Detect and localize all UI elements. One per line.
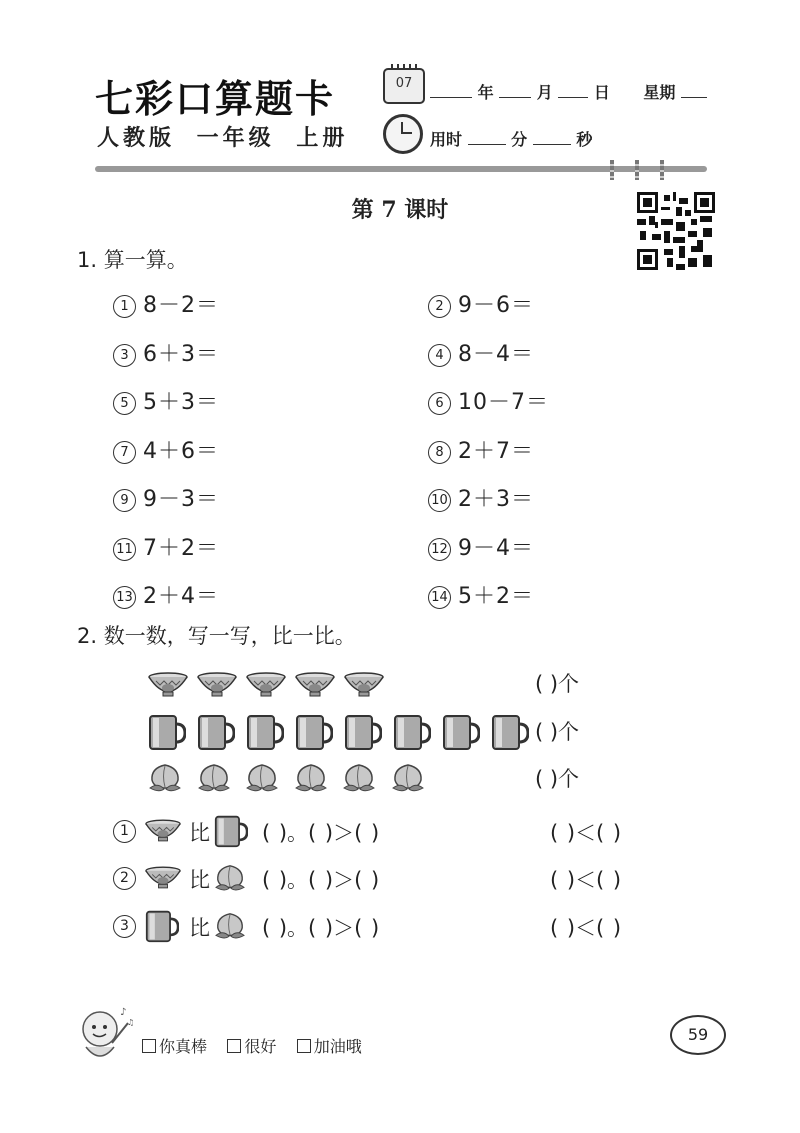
problem-expression: 2＋3＝ (458, 487, 534, 512)
mug-icon (491, 713, 529, 751)
problem-item (113, 579, 219, 610)
checkbox-good[interactable] (227, 1039, 241, 1053)
date-fields (430, 80, 707, 103)
problem-number: 13 (113, 586, 136, 609)
minutes-label: 分 (511, 130, 528, 149)
header-divider (95, 166, 707, 172)
problem-item (428, 385, 549, 416)
comparison-blanks-less[interactable]: ( )＜( ) (550, 916, 622, 940)
problem-number: 4 (428, 344, 451, 367)
problem-number: 9 (113, 489, 136, 512)
problem-expression: 9－3＝ (143, 487, 219, 512)
seconds-label: 秒 (576, 130, 593, 149)
problem-expression: 4＋6＝ (143, 438, 219, 464)
mug-icon (214, 814, 248, 848)
problem-number: 10 (428, 489, 451, 512)
bowl-icon (344, 672, 384, 698)
comparison-blanks-greater[interactable]: ( )。( )＞( ) (262, 916, 380, 940)
problem-item (113, 434, 219, 465)
problem-item (113, 337, 219, 368)
peach-icon (214, 863, 246, 893)
time-fields (430, 127, 592, 150)
problem-number: 5 (113, 392, 136, 415)
mug-icon (246, 713, 284, 751)
problem-expression: 8－4＝ (458, 341, 534, 367)
clock-icon (383, 114, 423, 154)
problem-expression: 6＋3＝ (143, 341, 219, 367)
comparison-blanks-greater[interactable]: ( )。( )＞( ) (262, 868, 380, 892)
comparison-number: 1 (113, 820, 136, 843)
mug-icon (442, 713, 480, 751)
problem-expression: 2＋7＝ (458, 438, 534, 464)
comparison-blanks-greater[interactable]: ( )。( )＞( ) (262, 821, 380, 845)
bowl-icon (145, 866, 181, 890)
compare-word: 比 (189, 868, 210, 892)
problem-number: 8 (428, 441, 451, 464)
compare-word: 比 (189, 916, 210, 940)
problem-number: 12 (428, 538, 451, 561)
comparison-blanks-less[interactable]: ( )＜( ) (550, 821, 622, 845)
logo-title: 七彩口算题卡 (95, 76, 336, 121)
comparison-number: 3 (113, 915, 136, 938)
option-keep-going: 加油哦 (313, 1037, 362, 1056)
qr-code (637, 192, 715, 270)
comparison-number: 2 (113, 867, 136, 890)
mug-icon (148, 713, 186, 751)
checkbox-keep-going[interactable] (297, 1039, 311, 1053)
problem-number: 3 (113, 344, 136, 367)
svg-text:♫: ♫ (127, 1018, 134, 1027)
problem-item (428, 288, 534, 319)
day-label: 日 (593, 83, 610, 102)
problem-expression: 2＋4＝ (143, 584, 219, 609)
lesson-title: 第 7 课时 (351, 197, 449, 223)
problem-expression: 9－6＝ (458, 293, 534, 318)
mug-icon (344, 713, 382, 751)
problem-number: 11 (113, 538, 136, 561)
section-2-title: 2. 数一数，写一写，比一比。 (77, 624, 356, 648)
problem-expression: 10－7＝ (458, 390, 549, 415)
problem-number: 2 (428, 295, 451, 318)
peach-icon (197, 762, 231, 794)
problem-number: 14 (428, 586, 451, 609)
section-1-title: 1. 算一算。 (77, 248, 188, 272)
bowl-count-blank[interactable]: ( )个 (535, 672, 580, 696)
time-used-label: 用时 (430, 130, 463, 149)
peach-icon (342, 762, 376, 794)
bowl-icon (295, 672, 335, 698)
problem-item (113, 531, 219, 562)
problem-item (428, 482, 534, 513)
bowl-icon (145, 819, 181, 843)
checkbox-great[interactable] (142, 1039, 156, 1053)
peach-icon (148, 762, 182, 794)
problem-number: 1 (113, 295, 136, 318)
problem-expression: 5＋3＝ (143, 390, 219, 415)
mug-icon (393, 713, 431, 751)
calendar-day: 07 (395, 76, 413, 91)
year-label: 年 (477, 83, 494, 102)
bowl-icon (246, 672, 286, 698)
option-good: 很好 (244, 1037, 277, 1056)
peach-icon (391, 762, 425, 794)
problem-item (428, 434, 534, 465)
problem-item (428, 531, 534, 562)
comparison-blanks-less[interactable]: ( )＜( ) (550, 868, 622, 892)
peach-icon (294, 762, 328, 794)
problem-expression: 5＋2＝ (458, 584, 534, 609)
problem-item (113, 385, 219, 416)
problem-item (113, 288, 219, 319)
peach-icon (245, 762, 279, 794)
page-number: 59 (670, 1015, 726, 1055)
peach-icon (214, 911, 246, 941)
problem-item (113, 482, 219, 513)
compare-word: 比 (189, 821, 210, 845)
problem-expression: 7＋2＝ (143, 535, 219, 561)
mug-icon (295, 713, 333, 751)
problem-expression: 9－4＝ (458, 535, 534, 561)
option-great: 你真棒 (159, 1037, 208, 1056)
problem-item (428, 337, 534, 368)
problem-number: 7 (113, 441, 136, 464)
mug-count-blank[interactable]: ( )个 (535, 720, 580, 744)
mug-icon (197, 713, 235, 751)
peach-count-blank[interactable]: ( )个 (535, 767, 580, 791)
self-evaluation (142, 1034, 362, 1057)
problem-item (428, 579, 534, 610)
calendar-icon (383, 68, 425, 104)
problem-expression: 8－2＝ (143, 293, 219, 318)
mug-icon (145, 909, 179, 943)
edition-subtitle: 人教版 一年级 上册 (97, 126, 349, 151)
bowl-icon (197, 672, 237, 698)
month-label: 月 (536, 83, 553, 102)
problem-number: 6 (428, 392, 451, 415)
bowl-icon (148, 672, 188, 698)
weekday-label: 星期 (643, 83, 676, 102)
svg-text:♪: ♪ (120, 1007, 127, 1018)
mascot-illustration (72, 1003, 134, 1069)
